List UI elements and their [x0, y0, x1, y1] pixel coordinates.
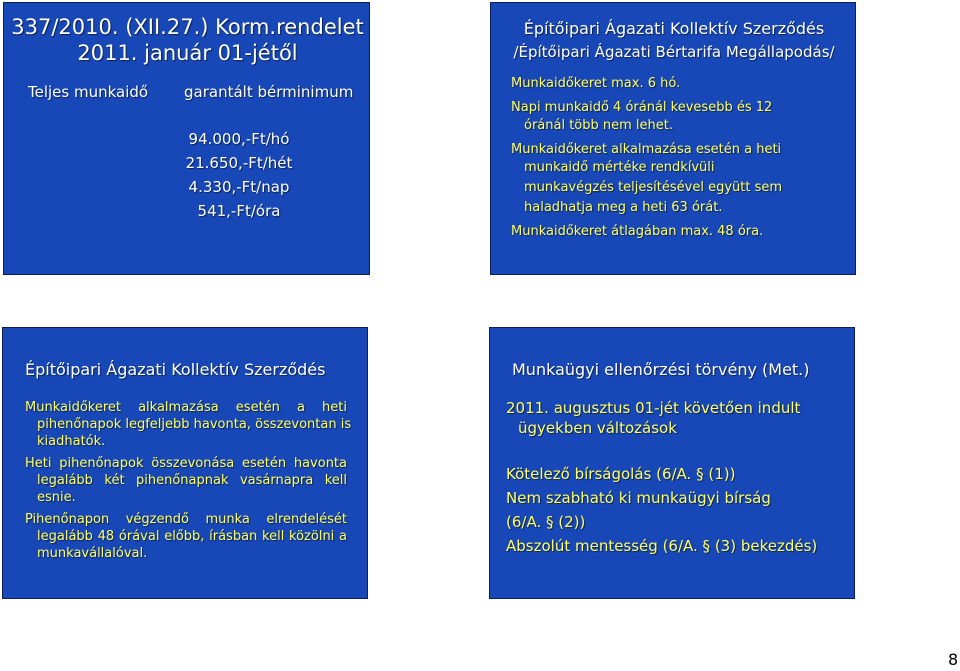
slide3-paragraph-line: Heti pihenőnapok összevonása esetén havonta — [25, 456, 347, 471]
slide4-intro-line2: ügyekben változások — [518, 419, 677, 437]
slide-kollektiv-szerzodes-pihenonapok — [2, 327, 368, 599]
slide1-right-label: garantált bérminimum — [184, 83, 354, 101]
slide2-line: Munkaidőkeret alkalmazása esetén a heti — [511, 142, 782, 157]
slide-korm-rendelet — [3, 2, 370, 275]
slide-munkaugyi-ellenorzes — [489, 327, 855, 599]
page-number: 8 — [948, 650, 959, 669]
slide2-line: óránál több nem lehet. — [524, 118, 674, 133]
slide2-line: Munkaidőkeret max. 6 hó. — [511, 76, 681, 91]
slide3-paragraph-line: legalább két pihenőnapnak vasárnapra kell — [37, 473, 347, 488]
slide3-paragraph-line: munkavállalóval. — [37, 546, 148, 561]
slide2-title-line1: Építőipari Ágazati Kollektív Szerződés — [523, 19, 825, 38]
slide3-paragraph-line: esnie. — [37, 490, 76, 505]
slide3-paragraph-line: Munkaidőkeret alkalmazása esetén a heti — [25, 400, 347, 415]
slide3-paragraph-line: kiadhatók. — [37, 434, 106, 449]
slide3-paragraph-line: legalább 48 órával előbb, írásban kell közölni a — [37, 529, 347, 544]
slide1-value-day: 4.330,-Ft/nap — [188, 178, 290, 196]
slide3-title: Építőipari Ágazati Kollektív Szerződés — [25, 360, 326, 379]
slide3-paragraph-line: pihenőnapok legfeljebb havonta, összevontan is — [37, 417, 352, 432]
slide4-intro-line1: 2011. augusztus 01-jét követően indult — [506, 399, 801, 417]
slide2-line: munkavégzés teljesítésével együtt sem — [524, 180, 783, 195]
slide1-left-label: Teljes munkaidő — [28, 83, 149, 101]
slide1-value-hour: 541,-Ft/óra — [197, 202, 281, 220]
slide1-value-month: 94.000,-Ft/hó — [188, 130, 290, 148]
slide2-line: Munkaidőkeret átlagában max. 48 óra. — [511, 224, 764, 239]
slide2-line: Napi munkaidő 4 óránál kevesebb és 12 — [511, 100, 773, 115]
slide1-title-line1: 337/2010. (XII.27.) Korm.rendelet — [11, 15, 364, 39]
slide-kollektiv-szerzodes-berarifa — [490, 2, 856, 275]
slide4-item: (6/A. § (2)) — [506, 513, 586, 531]
slide3-paragraph-line: Pihenőnapon végzendő munka elrendelését — [25, 512, 347, 527]
slide1-value-week: 21.650,-Ft/hét — [185, 154, 293, 172]
slide2-line: haladhatja meg a heti 63 órát. — [524, 200, 723, 215]
slide4-item: Nem szabható ki munkaügyi bírság — [506, 489, 771, 507]
slide1-title-line2: 2011. január 01-jétől — [77, 41, 298, 65]
slide4-item: Kötelező bírságolás (6/A. § (1)) — [506, 465, 736, 483]
slide2-line: munkaidő mértéke rendkívüli — [524, 160, 715, 175]
slide4-item: Abszolút mentesség (6/A. § (3) bekezdés) — [506, 537, 818, 555]
slide4-title: Munkaügyi ellenőrzési törvény (Met.) — [512, 360, 810, 379]
slide2-title-line2: /Építőipari Ágazati Bértarifa Megállapodás/ — [513, 43, 835, 61]
